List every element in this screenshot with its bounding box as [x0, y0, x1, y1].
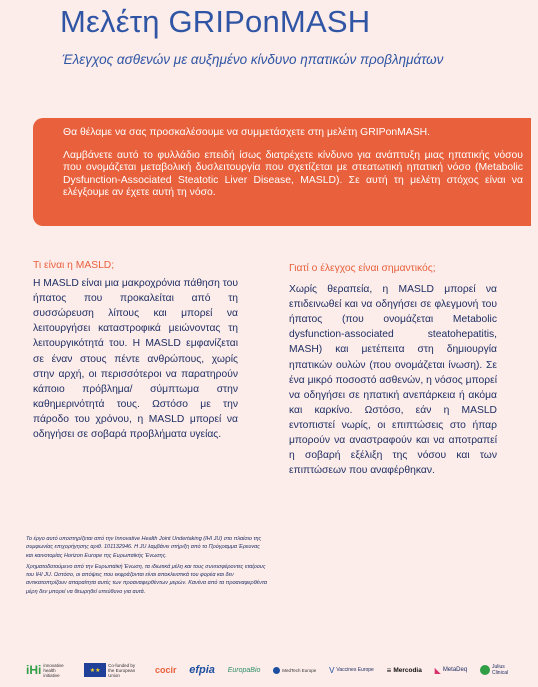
page-title: Μελέτη GRIPonMASH [60, 4, 371, 39]
eu-flag-icon: ★★ [84, 663, 106, 677]
partner-logos [26, 657, 516, 683]
medtech-logo-text: MedTech Europe [282, 667, 317, 673]
section-body: Η MASLD είναι μια μακροχρόνια πάθηση του ήπατος που προκαλείται από τη συσσώρευση λίπους και μπορεί να λειτουργήσει καταστροφικά μειώνοντας τη λειτουργικότητά του. Η MASLD εμφανίζεται σε έναν στους πέντε ανθρώπους, χωρίς στην αρχή, οι περισσότεροι να παρατηρούν κάποιο πρόβλημα/ σύμπτωμα στην καθημερινότητά τους. Ωστόσο με την πάροδο του χρόνου, η MASLD μπορεί να οδηγήσει σε σοβαρά προβλήματα υγείας. [33, 278, 238, 441]
eu-logo-text: Co-funded by the European Union [108, 662, 136, 678]
ihi-logo [26, 663, 71, 678]
funding-text: Το έργο αυτό υποστηρίζεται από την Innovative Health Joint Undertaking (IHI JU) στο πλαίσιο της συμφωνίας επιχορήγησης αριθ. 101132946. Η JU λαμβάνει στήριξη από το Πρόγραμμα Έρευνας και καινοτομίας Horizon Europe της Ευρωπαϊκής Ένωσης. [26, 536, 262, 559]
julius-logo-text: Julius Clinical [491, 664, 509, 676]
metadeq-logo-text: MetaDeq [442, 667, 468, 673]
europabio-logo-text: EuropaBio [227, 666, 261, 674]
eu-logo [84, 663, 142, 678]
vaccines-logo-text: Vaccines Europe [336, 667, 374, 673]
mercodia-logo [387, 666, 422, 675]
efpia-logo-text: efpia [189, 664, 215, 676]
section-heading: Τι είναι η MASLD; [33, 260, 115, 271]
ihi-logo-text: innovative health initiative [43, 662, 64, 678]
medtech-icon [273, 667, 280, 674]
vaccines-logo [329, 666, 374, 675]
cocir-logo-text: cocir [154, 665, 177, 675]
ihi-logo-mark: iHi [26, 663, 42, 677]
metadeq-logo [435, 666, 468, 675]
medtech-logo [273, 667, 316, 674]
efpia-logo [189, 664, 215, 676]
section-heading: Γιατί ο έλεγχος είναι σημαντικός; [289, 263, 436, 274]
mercodia-icon: ≡ [386, 665, 392, 675]
banner-reason-text: Λαμβάνετε αυτό το φυλλάδιο επειδή ίσως διατρέχετε κίνδυνο για ανάπτυξη μιας ηπατικής νόσου που ονομάζεται μεταβολική δυσλειτουργία που σχετίζεται με στεατωτική ηπατική νόσο (Metabolic Dysfunction-Associated Steatotic Liver Disease, MASLD). Σε αυτή τη μελέτη στόχος είναι να ελέγξουμε αν έχετε αυτή τη νόσο. [63, 150, 523, 198]
disclaimer-text: Χρηματοδοτούμενο από την Ευρωπαϊκή Ένωση, τα ιδιωτικά μέλη και τους συνεισφέροντες εταίρους του IHI JU. Ωστόσο, οι απόψεις που εκφράζονται είναι αποκλειστικά του φορέα και δεν αντικατοπτρίζουν απαραίτητα αυτές των προαναφερθέντων μερών. Κανένα από τα προαναφερθέντα μέρη δεν μπορεί να θεωρηθεί υπεύθυνο για αυτά. [26, 563, 267, 595]
julius-logo [480, 664, 516, 676]
metadeq-icon: ◣ [434, 665, 441, 675]
section-body: Χωρίς θεραπεία, η MASLD μπορεί να επιδεινωθεί και να οδηγήσει σε φλεγμονή του ήπατος (που ονομάζεται Metabolic dysfunction-associated steatohepatitis, MASH) και μετέπειτα στη δημιουργία ηπατικών ουλών (που ονομάζεται ίνωση). Σε ένα μικρό ποσοστό ασθενών, η νόσος μπορεί να οδηγήσει σε ηπατική ανεπάρκεια ή ακόμα και καρκίνο. Ωστόσο, εάν η MASLD εντοπιστεί νωρίς, οι επιπτώσεις στο ήπαρ μπορούν να αναστραφούν και να αποτραπεί η σοβαρή εξέλιξη της νόσου και των επιπτώσεων που αναφέρθηκαν. [289, 284, 497, 477]
cocir-logo [155, 665, 177, 675]
europabio-logo [228, 667, 261, 674]
funding-disclaimer [26, 535, 268, 596]
mercodia-logo-text: Mercodia [393, 666, 422, 674]
julius-icon [480, 665, 490, 675]
banner-invitation-text: Θα θέλαμε να σας προσκαλέσουμε να συμμετάσχετε στη μελέτη GRIPonMASH. [63, 127, 431, 138]
what-is-masld-section [33, 258, 238, 442]
invitation-banner [33, 118, 531, 226]
vaccines-icon: V [329, 665, 335, 675]
page-subtitle: Έλεγχος ασθενών με αυξημένο κίνδυνο ηπατικών προβλημάτων [62, 52, 444, 67]
why-screening-section [289, 261, 497, 478]
